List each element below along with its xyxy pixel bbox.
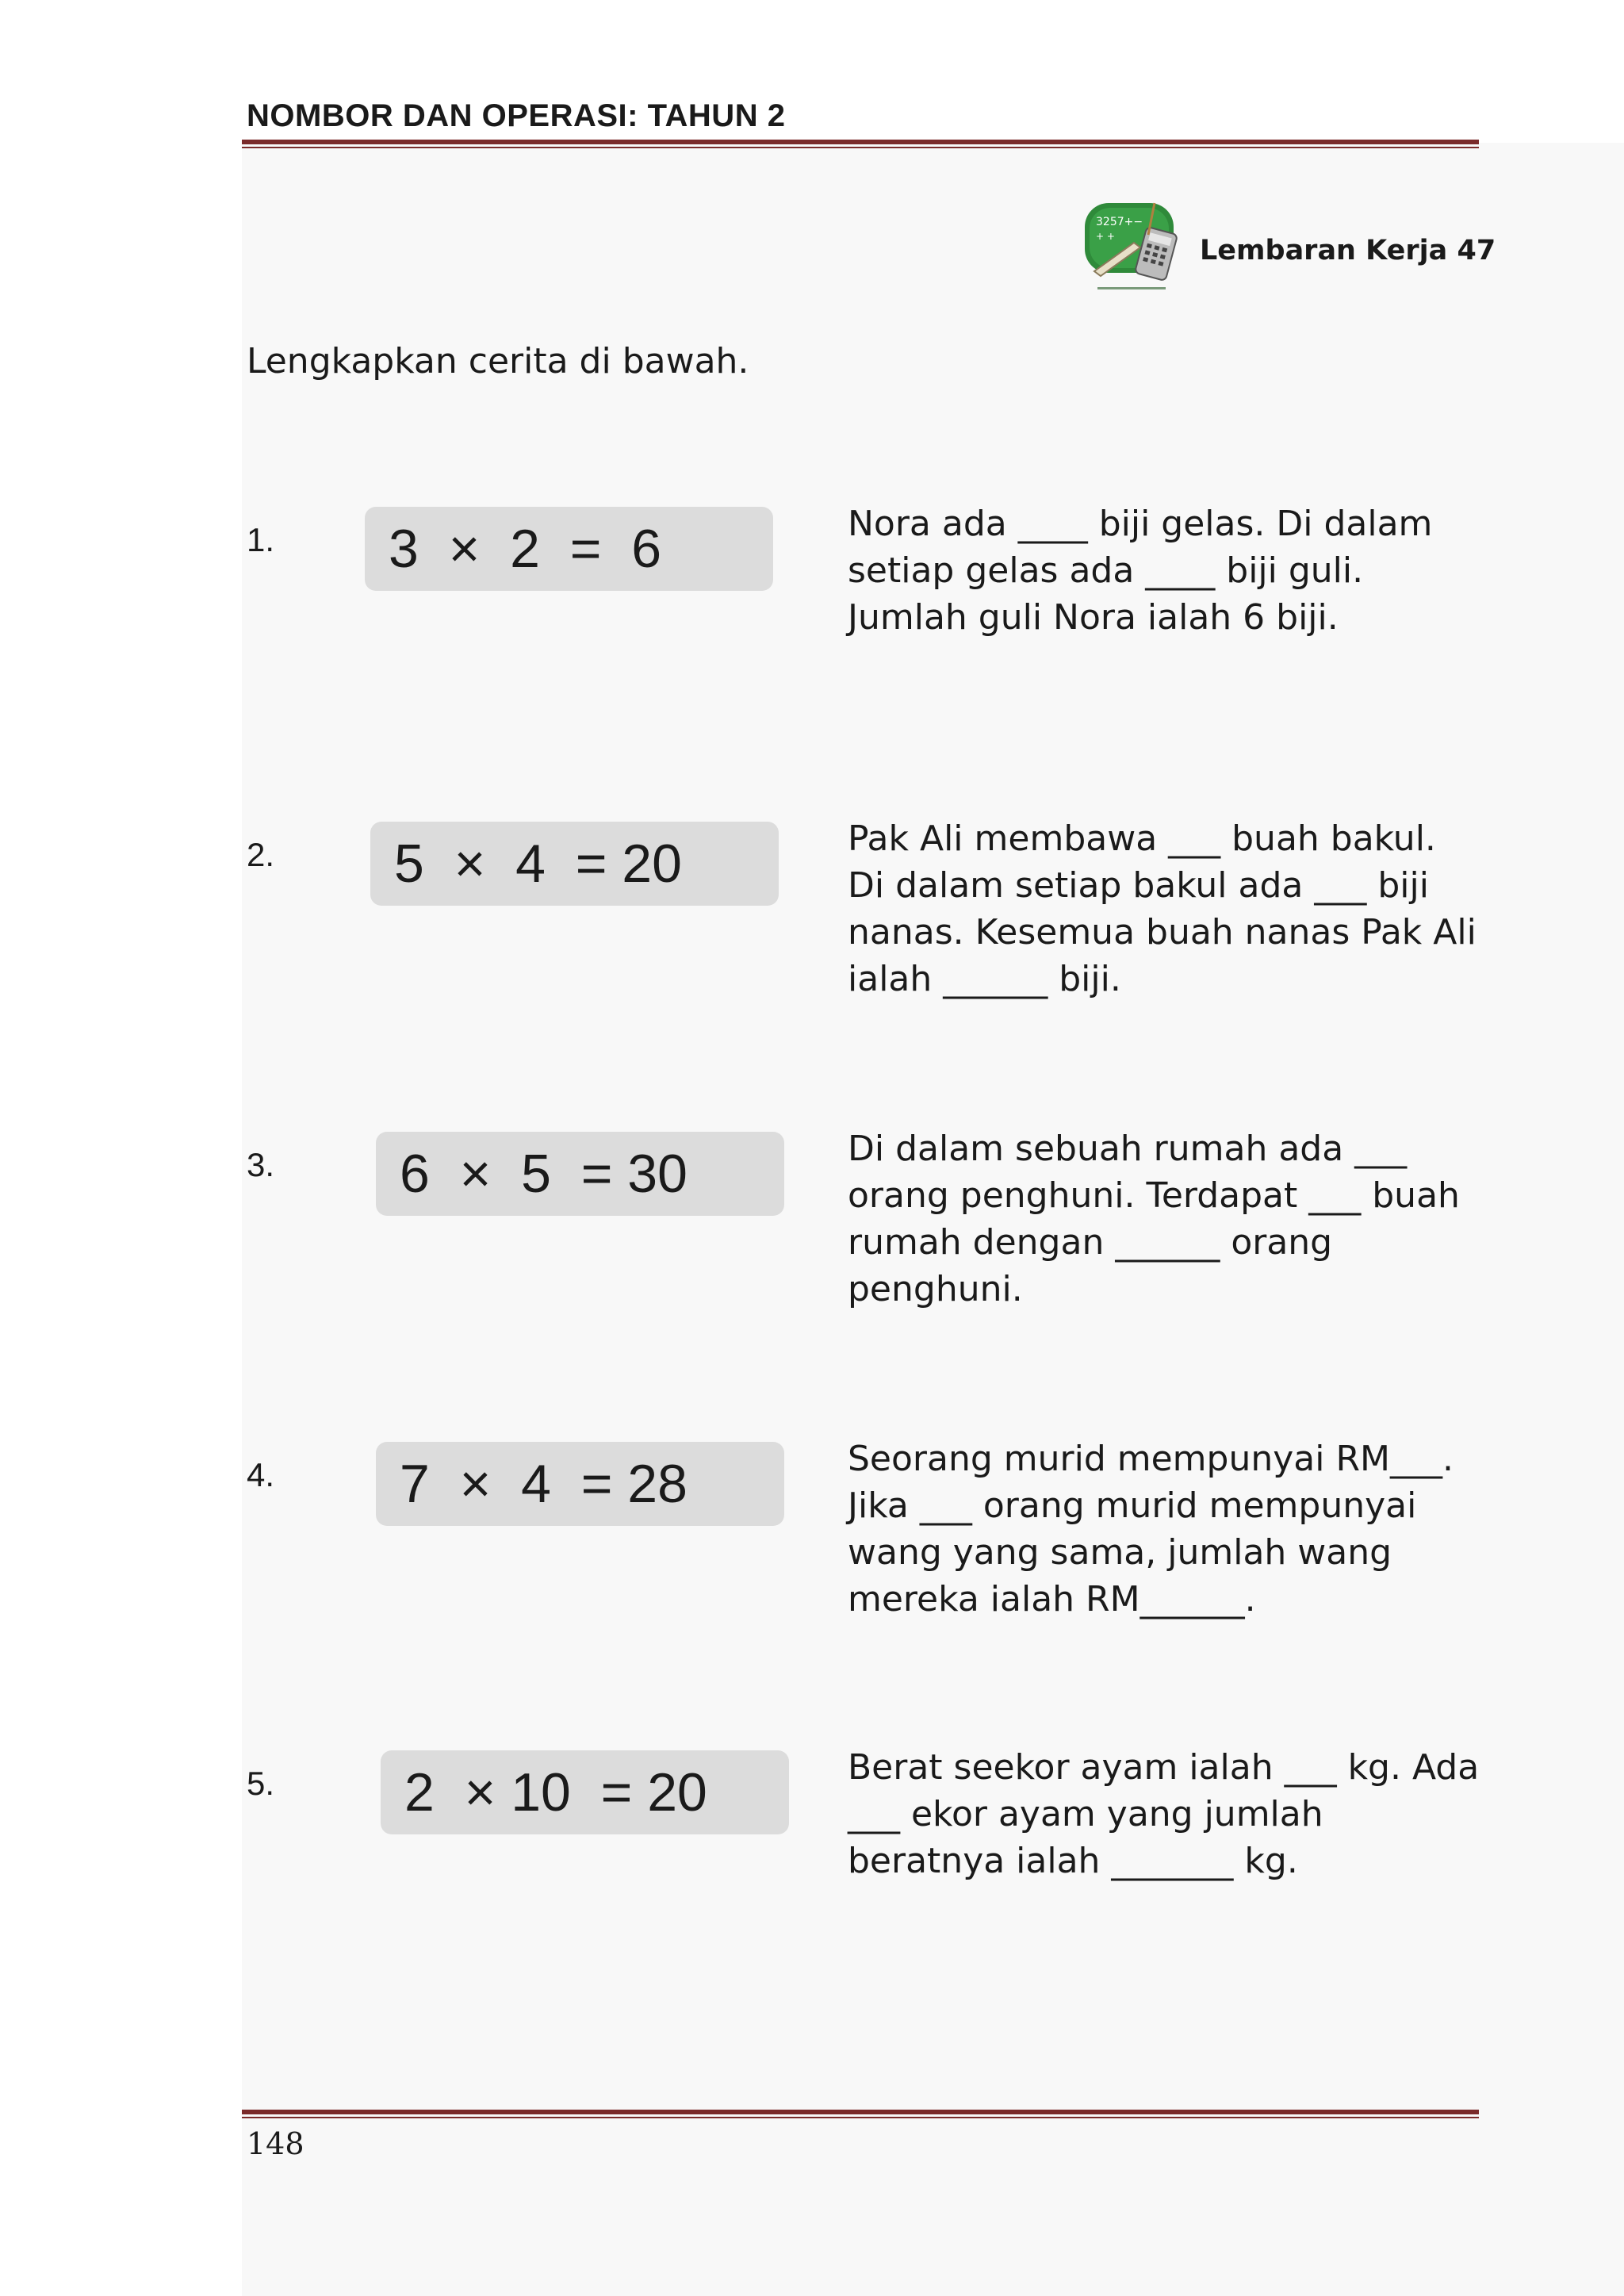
equation-text: 2 × 10 = 20 — [404, 1762, 707, 1823]
question-item — [0, 1129, 1624, 1338]
header-title: NOMBOR DAN OPERASI: TAHUN 2 — [247, 98, 786, 133]
equation-text: 7 × 4 = 28 — [400, 1454, 688, 1514]
story-line: setiap gelas ada ____ biji guli. — [848, 550, 1364, 591]
story-line: ialah ______ biji. — [848, 959, 1121, 999]
story-text — [848, 815, 1538, 1002]
story-line: penghuni. — [848, 1269, 1023, 1309]
story-line: Jumlah guli Nora ialah 6 biji. — [848, 597, 1339, 638]
story-line: orang penghuni. Terdapat ___ buah — [848, 1175, 1460, 1216]
instruction-text: Lengkapkan cerita di bawah. — [247, 341, 749, 381]
equation-box — [381, 1750, 789, 1834]
chalkboard-calculator-icon — [1078, 195, 1189, 306]
header-rule — [242, 140, 1479, 148]
story-text — [848, 1435, 1538, 1623]
question-item — [0, 1439, 1624, 1648]
question-number: 3. — [247, 1146, 275, 1183]
story-line: rumah dengan ______ orang — [848, 1222, 1333, 1263]
story-line: Pak Ali membawa ___ buah bakul. — [848, 818, 1436, 859]
story-line: ___ ekor ayam yang jumlah — [848, 1794, 1323, 1834]
equation-text: 5 × 4 = 20 — [394, 834, 682, 894]
story-text — [848, 1125, 1538, 1313]
story-line: wang yang sama, jumlah wang — [848, 1532, 1392, 1573]
equation-box — [376, 1132, 784, 1216]
story-line: beratnya ialah _______ kg. — [848, 1841, 1298, 1881]
svg-text:+ +: + + — [1096, 231, 1115, 242]
equation-box — [365, 507, 773, 591]
footer-rule — [242, 2110, 1479, 2118]
question-item — [0, 504, 1624, 713]
question-number: 4. — [247, 1456, 275, 1493]
story-line: Di dalam setiap bakul ada ___ biji — [848, 865, 1429, 906]
story-line: mereka ialah RM______. — [848, 1579, 1256, 1619]
question-number: 5. — [247, 1765, 275, 1802]
equation-box — [370, 822, 779, 906]
equation-box — [376, 1442, 784, 1526]
story-line: Di dalam sebuah rumah ada ___ — [848, 1129, 1408, 1169]
equation-text: 6 × 5 = 30 — [400, 1144, 688, 1204]
page-number: 148 — [247, 2126, 304, 2161]
story-line: Jika ___ orang murid mempunyai — [848, 1485, 1417, 1526]
story-text — [848, 1744, 1538, 1884]
question-item — [0, 1747, 1624, 1957]
question-item — [0, 818, 1624, 1028]
question-number: 1. — [247, 521, 275, 558]
equation-text: 3 × 2 = 6 — [389, 519, 662, 579]
logo-text: 3257+− — [1096, 216, 1143, 228]
story-line: Berat seekor ayam ialah ___ kg. Ada — [848, 1747, 1480, 1788]
story-text — [848, 500, 1538, 641]
story-line: Seorang murid mempunyai RM___. — [848, 1439, 1454, 1479]
story-line: Nora ada ____ biji gelas. Di dalam — [848, 504, 1433, 544]
story-line: nanas. Kesemua buah nanas Pak Ali — [848, 912, 1477, 953]
worksheet-label: Lembaran Kerja 47 — [1200, 235, 1496, 266]
question-number: 2. — [247, 836, 275, 873]
